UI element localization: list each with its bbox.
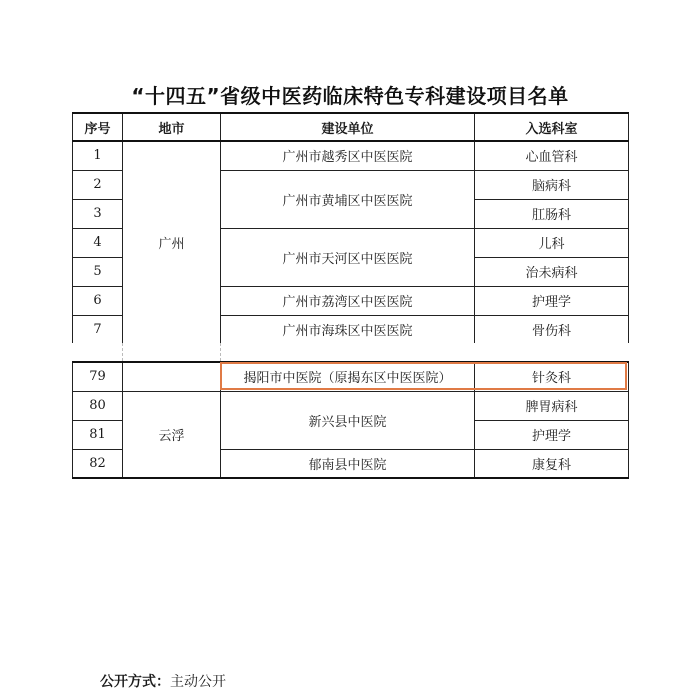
dept-cell: 针灸科 <box>475 362 629 391</box>
row-number: 82 <box>73 449 123 478</box>
row-number: 3 <box>73 199 123 228</box>
dept-cell: 儿科 <box>475 228 629 257</box>
dept-cell: 心血管科 <box>475 141 629 170</box>
row-number: 80 <box>73 391 123 420</box>
unit-cell: 广州市天河区中医医院 <box>221 228 475 286</box>
dept-cell: 脑病科 <box>475 170 629 199</box>
row-number: 6 <box>73 286 123 315</box>
dept-cell: 治未病科 <box>475 257 629 286</box>
column-header-dept: 入选科室 <box>475 113 629 141</box>
table-break-line <box>122 343 123 361</box>
disclosure-label: 公开方式： <box>100 674 170 690</box>
row-number: 79 <box>73 362 123 391</box>
table-row <box>73 141 629 170</box>
unit-cell: 广州市海珠区中医医院 <box>221 315 475 344</box>
row-number: 7 <box>73 315 123 344</box>
city-cell: 云浮 <box>123 391 221 478</box>
row-number: 4 <box>73 228 123 257</box>
dept-cell: 骨伤科 <box>475 315 629 344</box>
table-header-row <box>73 113 629 141</box>
dept-cell: 肛肠科 <box>475 199 629 228</box>
column-header-city: 地市 <box>123 113 221 141</box>
project-table-bottom <box>72 361 629 479</box>
unit-cell: 广州市荔湾区中医医院 <box>221 286 475 315</box>
row-number: 5 <box>73 257 123 286</box>
table-row <box>73 391 629 420</box>
dept-cell: 护理学 <box>475 420 629 449</box>
document-title: “十四五”省级中医药临床特色专科建设项目名单 <box>131 84 569 108</box>
table-break-line <box>220 343 221 361</box>
unit-cell: 揭阳市中医院（原揭东区中医医院） <box>221 362 475 391</box>
table-break-gap <box>72 343 629 361</box>
row-number: 1 <box>73 141 123 170</box>
dept-cell: 康复科 <box>475 449 629 478</box>
row-number: 2 <box>73 170 123 199</box>
unit-cell: 广州市越秀区中医医院 <box>221 141 475 170</box>
city-cell <box>123 362 221 391</box>
unit-cell: 新兴县中医院 <box>221 391 475 449</box>
table-row-highlighted <box>73 362 629 391</box>
dept-cell: 护理学 <box>475 286 629 315</box>
column-header-unit: 建设单位 <box>221 113 475 141</box>
city-cell: 广州 <box>123 141 221 344</box>
unit-cell: 广州市黄埔区中医医院 <box>221 170 475 228</box>
dept-cell: 脾胃病科 <box>475 391 629 420</box>
unit-cell: 郁南县中医院 <box>221 449 475 478</box>
column-header-no: 序号 <box>73 113 123 141</box>
project-table-top <box>72 112 629 345</box>
disclosure-line <box>100 671 226 691</box>
disclosure-value: 主动公开 <box>170 674 226 690</box>
row-number: 81 <box>73 420 123 449</box>
